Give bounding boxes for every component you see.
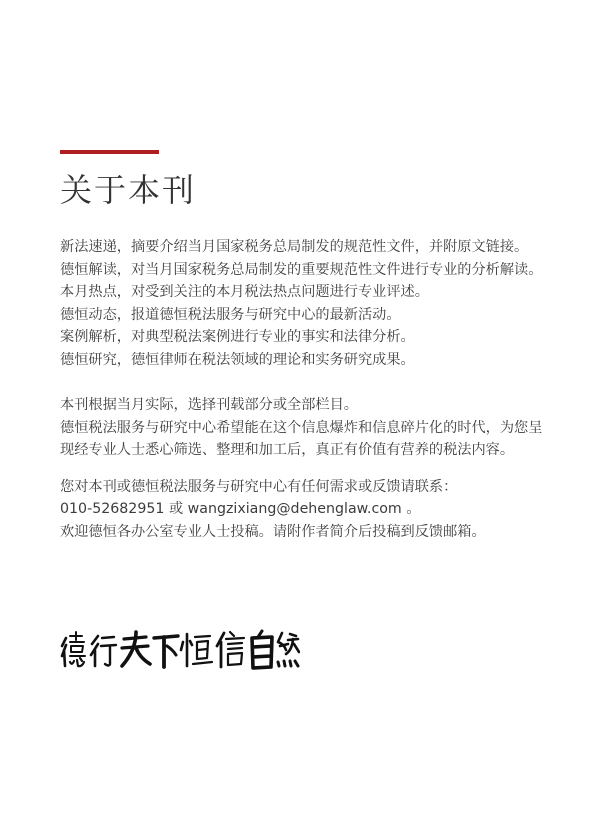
title-accent-bar (60, 150, 159, 154)
contact-section (60, 476, 550, 544)
page-content (60, 236, 550, 543)
column-description: 德恒研究，德恒律师在税法领域的理论和实务研究成果。 (60, 351, 415, 368)
columns-section (60, 236, 550, 371)
contact-email-link[interactable]: wangzixiang@dehenglaw.com (187, 501, 402, 517)
submission-note: 欢迎德恒各办公室专业人士投稿。请附作者简介后投稿到反馈邮箱。 (60, 523, 486, 540)
column-description: 案例解析，对典型税法案例进行专业的事实和法律分析。 (60, 329, 415, 345)
calligraphy-char (217, 632, 244, 667)
calligraphy-char (62, 632, 85, 666)
contact-prompt: 您对本刊或德恒税法服务与研究中心有任何需求或反馈请联系： (60, 478, 458, 495)
contact-phone: 010-52682951 (60, 501, 165, 517)
contact-connector: 或 (168, 501, 184, 517)
contact-end: 。 (406, 501, 421, 517)
column-description: 本月热点，对受到关注的本月税法热点问题进行专业评述。 (60, 284, 429, 300)
intro-section (60, 394, 550, 462)
column-description: 德恒动态，报道德恒税法服务与研究中心的最新活动。 (60, 306, 401, 323)
calligraphy-char (278, 633, 299, 666)
contact-details (60, 498, 550, 521)
page-title: 关于本刊 (60, 171, 197, 209)
calligraphy-char (154, 636, 178, 667)
motto-calligraphy-image (60, 628, 300, 672)
column-description: 德恒解读，对当月国家税务总局制发的重要规范性文件进行专业的分析解读。 (60, 261, 543, 278)
calligraphy-char (91, 636, 116, 666)
intro-paragraph: 德恒税法服务与研究中心希望能在这个信息爆炸和信息碎片化的时代，为您呈现经专业人士悉心筛选、整理和加工后，真正有价值有营养的税法内容。 (60, 419, 543, 458)
calligraphy-char (122, 632, 150, 666)
calligraphy-char (181, 634, 212, 666)
column-description: 新法速递，摘要介绍当月国家税务总局制发的规范性文件，并附原文链接。 (60, 239, 529, 255)
motto-calligraphy (60, 628, 300, 672)
intro-paragraph: 本刊根据当月实际，选择刊载部分或全部栏目。 (60, 397, 358, 413)
calligraphy-char (252, 631, 272, 668)
